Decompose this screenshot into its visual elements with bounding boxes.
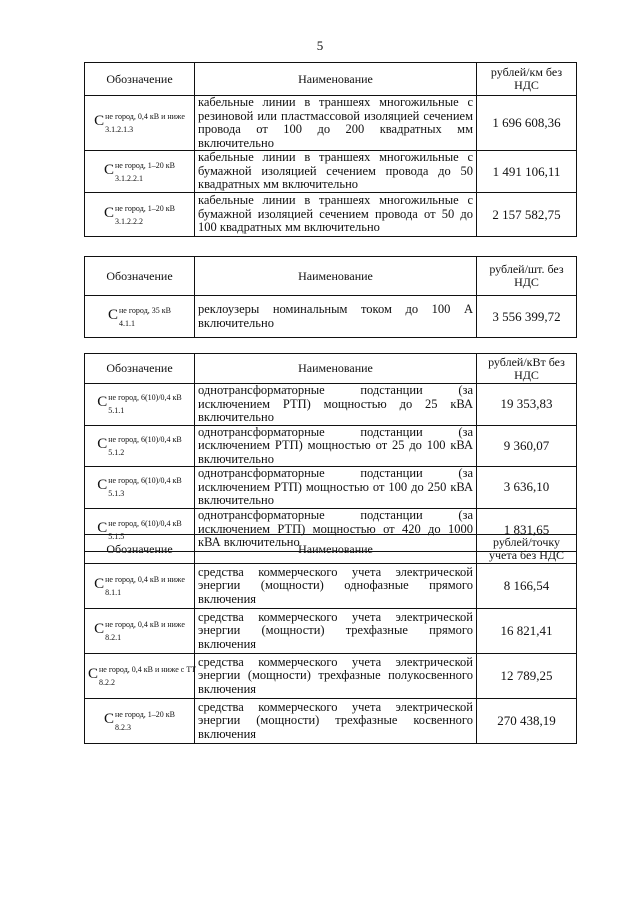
symbol-c: C (97, 519, 108, 536)
rate-code: $C^{не город, 1-20 кВ}$ 3.1.2.2.2 (85, 193, 195, 237)
header-name: Наименование (195, 257, 477, 296)
symbol-c: C (108, 306, 119, 323)
symbol-c: C (94, 620, 105, 637)
header-price: рублей/точку учета без НДС (477, 535, 577, 564)
rate-code: $C^{не город, 35 кВ}$ 4.1.1 (85, 296, 195, 338)
table-row (85, 193, 577, 237)
table-row (85, 296, 577, 338)
header-price: рублей/шт. без НДС (477, 257, 577, 296)
symbol-c: C (94, 112, 105, 129)
rate-name: однотрансформаторные подстанции (за исключением РТП) мощностью от 420 до 1000 кВА включительно (195, 508, 477, 551)
rate-name: средства коммерческого учета электрической энергии (мощности) трехфазные полукосвенного включения (195, 654, 477, 699)
rate-code: $C^{не город, 0,4 кВ и ниже}$ 8.1.1 (85, 564, 195, 609)
table-row (85, 654, 577, 699)
rate-price: 3 556 399,72 (477, 296, 577, 338)
table-row (85, 384, 577, 426)
rate-price: 1 696 608,36 (477, 96, 577, 151)
rate-table-cable-lines (84, 62, 577, 237)
rate-price: 1 831,65 (477, 508, 577, 551)
symbol-c: C (104, 161, 115, 178)
header-code: Обозначение (85, 535, 195, 564)
rate-code: $C^{не город, 1-20 кВ}$ 3.1.2.2.1 (85, 151, 195, 193)
table-row (85, 467, 577, 509)
rate-name: однотрансформаторные подстанции (за исключением РТП) мощностью до 25 кВА включительно (195, 384, 477, 426)
rate-code: $C^{не город, 6(10)/0,4 кВ}$ 5.1.1 (85, 384, 195, 426)
symbol-c: C (104, 710, 115, 727)
table-row (85, 699, 577, 744)
rate-name: кабельные линии в траншеях многожильные с бумажной изоляцией сечением провода до 50 квадратных мм включительно (195, 151, 477, 193)
symbol-c: C (97, 477, 108, 494)
rate-price: 2 157 582,75 (477, 193, 577, 237)
table-row (85, 151, 577, 193)
rate-code: $C^{не город, 6(10)/0,4 кВ}$ 5.1.2 (85, 425, 195, 467)
symbol-c: C (97, 394, 108, 411)
symbol-c: C (104, 204, 115, 221)
rate-price: 3 636,10 (477, 467, 577, 509)
table-row (85, 564, 577, 609)
rate-table-metering (84, 534, 577, 744)
rate-code: $C^{не город, 0,4 кВ и ниже с ТТ}$ 8.2.2 (85, 654, 195, 699)
rate-price: 19 353,83 (477, 384, 577, 426)
table-row (85, 96, 577, 151)
header-name: Наименование (195, 535, 477, 564)
header-price: рублей/км без НДС (477, 63, 577, 96)
rate-name: средства коммерческого учета электрической энергии (мощности) трехфазные прямого включения (195, 609, 477, 654)
rate-price: 1 491 106,11 (477, 151, 577, 193)
rate-price: 270 438,19 (477, 699, 577, 744)
header-code: Обозначение (85, 354, 195, 384)
rate-code: $C^{не город, 6(10)/0,4 кВ}$ 5.1.3 (85, 467, 195, 509)
rate-code: $C^{не город, 0,4 кВ и ниже}$ 3.1.2.1.3 (85, 96, 195, 151)
rate-name: средства коммерческого учета электрической энергии (мощности) трехфазные косвенного включения (195, 699, 477, 744)
rate-price: 8 166,54 (477, 564, 577, 609)
rate-price: 16 821,41 (477, 609, 577, 654)
symbol-c: C (88, 665, 99, 682)
header-code: Обозначение (85, 257, 195, 296)
rate-name: однотрансформаторные подстанции (за исключением РТП) мощностью от 25 до 100 кВА включительно (195, 425, 477, 467)
rate-price: 9 360,07 (477, 425, 577, 467)
rate-name: однотрансформаторные подстанции (за исключением РТП) мощностью от 100 до 250 кВА включительно (195, 467, 477, 509)
header-name: Наименование (195, 63, 477, 96)
header-code: Обозначение (85, 63, 195, 96)
table-row (85, 425, 577, 467)
rate-code: $C^{не город, 0,4 кВ и ниже}$ 8.2.1 (85, 609, 195, 654)
table-row (85, 609, 577, 654)
symbol-c: C (97, 435, 108, 452)
header-price: рублей/кВт без НДС (477, 354, 577, 384)
symbol-c: C (94, 575, 105, 592)
header-name: Наименование (195, 354, 477, 384)
page-number: 5 (316, 38, 324, 53)
rate-name: реклоузеры номинальным током до 100 А включительно (195, 296, 477, 338)
rate-code: $C^{не город, 6(10)/0,4 кВ}$ 5.1.5 (85, 508, 195, 551)
rate-table-reclosers (84, 256, 577, 338)
rate-name: кабельные линии в траншеях многожильные с бумажной изоляцией сечением провода от 50 до 100 квадратных мм включительно (195, 193, 477, 237)
rate-table-substations (84, 353, 577, 552)
rate-code: $C^{не город, 1-20 кВ}$ 8.2.3 (85, 699, 195, 744)
rate-name: средства коммерческого учета электрической энергии (мощности) однофазные прямого включения (195, 564, 477, 609)
rate-name: кабельные линии в траншеях многожильные с резиновой или пластмассовой изоляцией сечением провода от 100 до 200 квадратных мм включительно (195, 96, 477, 151)
rate-price: 12 789,25 (477, 654, 577, 699)
